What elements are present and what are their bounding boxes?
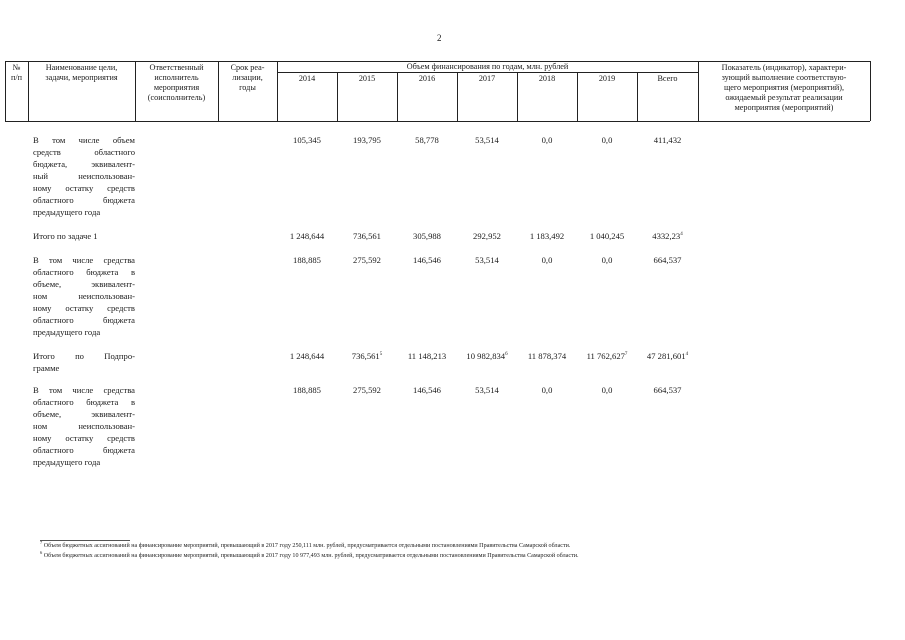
row-value <box>397 254 457 266</box>
row-value-text: 193,795 <box>353 135 381 145</box>
row-value-text: 58,778 <box>415 135 439 145</box>
row-value <box>577 350 637 362</box>
row-value <box>277 254 337 266</box>
row-value-text: 0,0 <box>601 385 613 395</box>
row-description-line: объеме, эквивалент- <box>33 409 135 419</box>
row-value <box>517 254 577 266</box>
row-value <box>337 134 397 146</box>
row-description-line: ному остатку средств <box>33 433 135 443</box>
row-description-line: областного бюджета <box>33 445 135 455</box>
row-value-note: 6 <box>505 352 508 358</box>
header-executor-line: мероприятия <box>153 83 200 92</box>
header-num-line: п/п <box>10 73 23 82</box>
header-executor <box>135 63 218 103</box>
row-value-text: 47 281,601 <box>646 351 686 361</box>
row-value-text: 188,885 <box>293 385 321 395</box>
row-value <box>397 350 457 362</box>
header-year-2014: 2014 <box>298 74 316 83</box>
row-value <box>637 384 698 396</box>
row-value-text: 275,592 <box>353 385 381 395</box>
row-description-line: Итого по задаче 1 <box>33 231 98 241</box>
row-value <box>517 384 577 396</box>
row-description-line: бюджета, эквивалент- <box>33 159 135 169</box>
row-value <box>337 384 397 396</box>
row-value-text: 664,537 <box>653 255 682 265</box>
header-name <box>28 63 135 83</box>
footnote-text: Объем бюджетных ассигнований на финансирование мероприятий, превышающий в 2017 году 250,111 млн. рублей, предусматривается отдельными постановлениями Правительства Самарской области. <box>43 543 571 549</box>
header-name-line: задачи, мероприятия <box>45 73 118 82</box>
row-description-line: предыдущего года <box>33 327 101 337</box>
row-value-text: 736,561 <box>351 351 380 361</box>
row-value-text: 1 183,492 <box>529 231 565 241</box>
row-description-line: ному остатку средств <box>33 303 135 313</box>
row-description-line: ном неиспользован- <box>33 291 135 301</box>
footnote <box>40 541 579 551</box>
row-value-text: 1 248,644 <box>289 231 325 241</box>
header-total: Всего <box>657 74 678 83</box>
row-value-text: 53,514 <box>475 255 499 265</box>
footnote-mark: 7 <box>40 539 43 545</box>
footnote <box>40 551 579 561</box>
header-indicator-line: зующий выполнение соответствую- <box>721 73 847 82</box>
row-value <box>277 134 337 146</box>
row-description-line: областного бюджета <box>33 195 135 205</box>
header-indicator-line: Показатель (индикатор), характери- <box>721 63 847 72</box>
header-num <box>5 63 28 83</box>
row-value <box>277 350 337 362</box>
row-value-text: 664,537 <box>653 385 682 395</box>
row-value <box>277 384 337 396</box>
header-year-2018: 2018 <box>538 74 556 83</box>
footnote-text: Объем бюджетных ассигнований на финансирование мероприятий, превышающий в 2017 году 10 977,493 млн. рублей, предусматривается отдельными постановлениями Правительства Самарской области. <box>43 553 579 559</box>
row-description <box>33 254 135 338</box>
row-value-text: 0,0 <box>601 255 613 265</box>
header-indicator-line: мероприятия (мероприятий) <box>734 103 834 112</box>
row-value-text: 1 040,245 <box>589 231 625 241</box>
footnote-mark: 6 <box>40 549 43 555</box>
row-description <box>33 384 135 468</box>
row-value <box>517 350 577 362</box>
row-description-line: объеме, эквивалент- <box>33 279 135 289</box>
header-period-line: Срок реа- <box>230 63 265 72</box>
row-value-note: 5 <box>379 352 383 358</box>
row-value <box>397 134 457 146</box>
row-description-line: областного бюджета <box>33 315 135 325</box>
row-description-line: ный неиспользован- <box>33 171 135 181</box>
row-value-text: 11 878,374 <box>527 351 567 361</box>
row-value-note: 4 <box>685 352 689 358</box>
row-value-text: 53,514 <box>475 135 499 145</box>
header-financing: Объем финансирования по годам, млн. рублей <box>406 62 569 71</box>
row-value <box>337 230 397 242</box>
row-value-text: 305,988 <box>413 231 441 241</box>
row-value-text: 292,952 <box>473 231 501 241</box>
row-value-text: 146,546 <box>413 255 441 265</box>
row-description-line: ному остатку средств <box>33 183 135 193</box>
row-value <box>637 134 698 146</box>
row-value <box>397 384 457 396</box>
row-description-line: предыдущего года <box>33 457 101 467</box>
row-value-text: 0,0 <box>541 385 553 395</box>
row-value <box>577 230 637 242</box>
row-description-line: В том числе средства <box>33 385 135 395</box>
row-value <box>337 254 397 266</box>
row-value-text: 1 248,644 <box>289 351 325 361</box>
row-value <box>517 230 577 242</box>
row-value-text: 11 762,627 <box>586 351 625 361</box>
header-indicator-line: ожидаемый результат реализации <box>725 93 843 102</box>
row-value <box>457 384 517 396</box>
header-bottom-border <box>5 121 870 122</box>
header-indicator-line: щего мероприятия (мероприятий), <box>723 83 845 92</box>
row-value <box>457 254 517 266</box>
row-description-line: областного бюджета в <box>33 267 135 277</box>
header-period-line: лизации, <box>232 73 263 82</box>
row-value-text: 0,0 <box>541 135 553 145</box>
row-value-text: 0,0 <box>541 255 553 265</box>
header-num-line: № <box>12 63 21 72</box>
row-value-text: 146,546 <box>413 385 441 395</box>
row-value-text: 275,592 <box>353 255 381 265</box>
header-indicator <box>698 63 870 113</box>
header-year-2017: 2017 <box>478 74 496 83</box>
header-executor-line: исполнитель <box>154 73 199 82</box>
row-value <box>637 230 698 242</box>
row-value-text: 0,0 <box>601 135 613 145</box>
page-number: 2 <box>437 33 442 43</box>
row-description <box>33 230 135 242</box>
row-value <box>457 134 517 146</box>
header-period-line: годы <box>239 83 256 92</box>
row-value-note: 7 <box>624 352 628 358</box>
header-year-2019: 2019 <box>598 74 616 83</box>
header-executor-line: (соисполнитель) <box>147 93 206 102</box>
row-value <box>577 134 637 146</box>
row-description-line: Итого по Подпро- <box>33 351 135 361</box>
header-name-line: Наименование цели, <box>45 63 118 72</box>
row-description-line: ном неиспользован- <box>33 421 135 431</box>
row-description <box>33 350 135 374</box>
row-value <box>517 134 577 146</box>
years-divider <box>277 72 698 73</box>
row-value <box>637 254 698 266</box>
row-value <box>577 384 637 396</box>
row-value-text: 11 148,213 <box>407 351 447 361</box>
row-value-text: 736,561 <box>353 231 381 241</box>
row-description-line: грамме <box>33 363 60 373</box>
row-value-text: 53,514 <box>475 385 499 395</box>
footnotes <box>40 541 579 561</box>
row-value <box>577 254 637 266</box>
row-description-line: В том числе объем <box>33 135 135 145</box>
row-value <box>397 230 457 242</box>
row-value <box>457 350 517 362</box>
row-value <box>637 350 698 362</box>
row-value <box>277 230 337 242</box>
row-description <box>33 134 135 218</box>
row-value-text: 10 982,834 <box>466 351 506 361</box>
header-year-2016: 2016 <box>418 74 436 83</box>
row-description-line: предыдущего года <box>33 207 101 217</box>
row-value-text: 188,885 <box>293 255 321 265</box>
header-period <box>218 63 277 93</box>
header-executor-line: Ответственный <box>149 63 204 72</box>
col-border-12 <box>870 61 871 121</box>
row-value-note: 4 <box>680 232 683 238</box>
row-value-text: 411,432 <box>653 135 682 145</box>
row-value-text: 4332,23 <box>652 231 681 241</box>
row-description-line: средств областного <box>33 147 135 157</box>
row-value-text: 105,345 <box>293 135 321 145</box>
row-value <box>337 350 397 362</box>
header-year-2015: 2015 <box>358 74 376 83</box>
row-value <box>457 230 517 242</box>
row-description-line: областного бюджета в <box>33 397 135 407</box>
row-description-line: В том числе средства <box>33 255 135 265</box>
